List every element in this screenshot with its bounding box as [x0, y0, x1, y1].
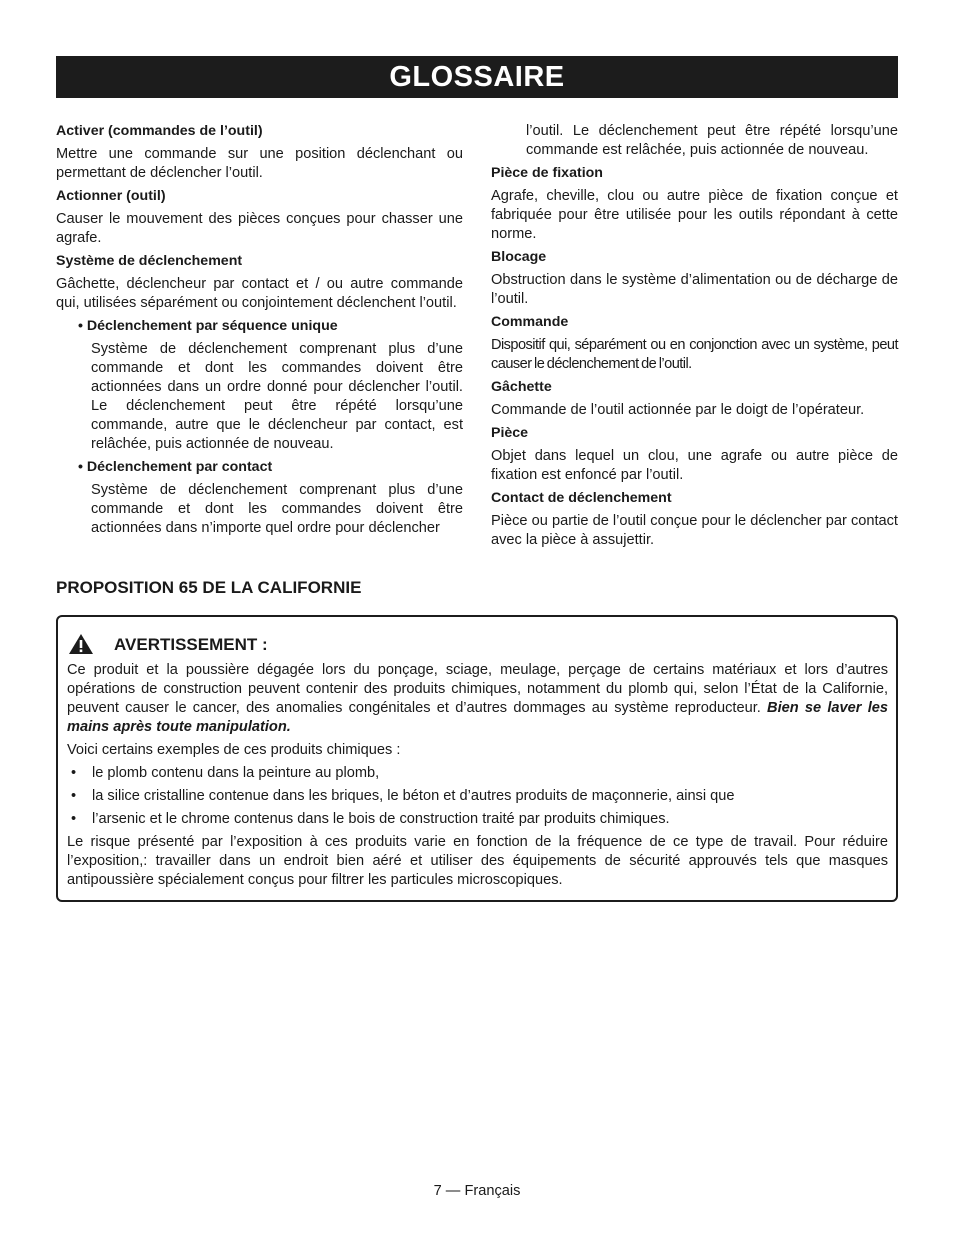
warning-body [67, 661, 888, 894]
page-title: GLOSSAIRE [56, 56, 898, 98]
glossary-term: Pièce [491, 425, 529, 441]
glossary-term: Système de déclenchement [56, 253, 243, 269]
list-item [67, 787, 888, 806]
glossary-subdefinition: Système de déclenchement comprenant plus d’une commande et dont les commandes doivent être actionnées dans un ordre donné pour déclencher l’outil. Le déclenchement peut être répété lorsqu’une commande, autre que le déclencheur par contact, est relâchée, puis actionnée de nouveau. [91, 341, 463, 452]
bullet-icon: • [71, 811, 77, 827]
chemical-list [67, 764, 888, 829]
glossary-left-column [56, 122, 463, 542]
glossary-subterm: • Déclenchement par séquence unique [78, 318, 338, 334]
warning-paragraph [67, 661, 888, 737]
list-item [67, 764, 888, 783]
glossary-definition: Objet dans lequel un clou, une agrafe ou autre pièce de fixation est enfoncé par l’outil. [491, 448, 898, 483]
glossary-right-column [491, 122, 898, 554]
glossary-term: Contact de déclenchement [491, 490, 672, 506]
glossary-definition: Obstruction dans le système d’alimentation ou de décharge de l’outil. [491, 272, 898, 307]
page-footer [0, 1183, 954, 1199]
warning-paragraph: Le risque présenté par l’exposition à ces produits varie en fonction de la fréquence de ce type de travail. Pour réduire l’exposition,: travailler dans un endroit bien aéré et utiliser des équipements de sécurité approuvés tels que masques antipoussière spécialement conçus pour filtrer les particules microscopiques. [67, 834, 888, 888]
list-item-text: l’arsenic et le chrome contenus dans le bois de construction traité par produits chimiques. [92, 811, 670, 827]
glossary-definition: Causer le mouvement des pièces conçues pour chasser une agrafe. [56, 211, 463, 246]
glossary-definition: Pièce ou partie de l’outil conçue pour le déclencher par contact avec la pièce à assujettir. [491, 513, 898, 548]
footer-language: Français [464, 1183, 521, 1199]
glossary-term: Pièce de fixation [491, 165, 603, 181]
glossary-term: Gâchette [491, 379, 552, 395]
glossary-term: Actionner (outil) [56, 188, 166, 204]
glossary-definition: Gâchette, déclencheur par contact et / ou autre commande qui, utilisées séparément ou conjointement déclenchent l’outil. [56, 276, 463, 311]
glossary-term: Blocage [491, 249, 547, 265]
warning-header [68, 633, 268, 655]
glossary-term: Activer (commandes de l’outil) [56, 123, 263, 139]
glossary-definition: Agrafe, cheville, clou ou autre pièce de fixation conçue et fabriquée pour être utilisée pour les outils répondant à cette norme. [491, 188, 898, 242]
page-number: 7 [433, 1183, 442, 1199]
glossary-definition: Mettre une commande sur une position déclenchant ou permettant de déclencher l’outil. [56, 146, 463, 181]
list-item [67, 810, 888, 829]
bullet-icon: • [71, 788, 77, 804]
footer-separator: — [445, 1183, 461, 1199]
glossary-subterm: • Déclenchement par contact [78, 459, 273, 475]
glossary-definition-continued: l’outil. Le déclenchement peut être répété lorsqu’une commande est relâchée, puis actionnée de nouveau. [526, 123, 898, 158]
list-item-text: le plomb contenu dans la peinture au plomb, [92, 765, 380, 781]
bullet-icon: • [71, 765, 77, 781]
warning-emphasis: Bien se laver les mains après toute manipulation. [67, 700, 888, 735]
warning-triangle-icon [68, 633, 94, 655]
warning-title: AVERTISSEMENT : [114, 634, 268, 654]
warning-paragraph: Voici certains exemples de ces produits chimiques : [67, 742, 401, 758]
glossary-term: Commande [491, 314, 569, 330]
glossary-definition: Commande de l’outil actionnée par le doigt de l’opérateur. [491, 402, 865, 418]
warning-box [56, 615, 898, 902]
list-item-text: la silice cristalline contenue dans les briques, le béton et d’autres produits de maçonnerie, ainsi que [92, 788, 735, 804]
glossary-subdefinition: Système de déclenchement comprenant plus d’une commande et dont les commandes doivent être actionnées dans n’importe quel ordre pour déclencher [91, 482, 463, 536]
glossary-definition: Dispositif qui, séparément ou en conjonction avec un système, peut causer le déclenchement de l’outil. [491, 337, 898, 372]
warning-text: Ce produit et la poussière dégagée lors du ponçage, sciage, meulage, perçage de certains matériaux et lors d’autres opérations de construction peuvent contenir des produits chimiques, notamment du plomb qui, selon l’État de la Californie, peuvent causer le cancer, des anomalies congénitales et d’autres dommages au système reproducteur. [67, 662, 888, 716]
section-heading: PROPOSITION 65 DE LA CALIFORNIE [56, 578, 362, 597]
